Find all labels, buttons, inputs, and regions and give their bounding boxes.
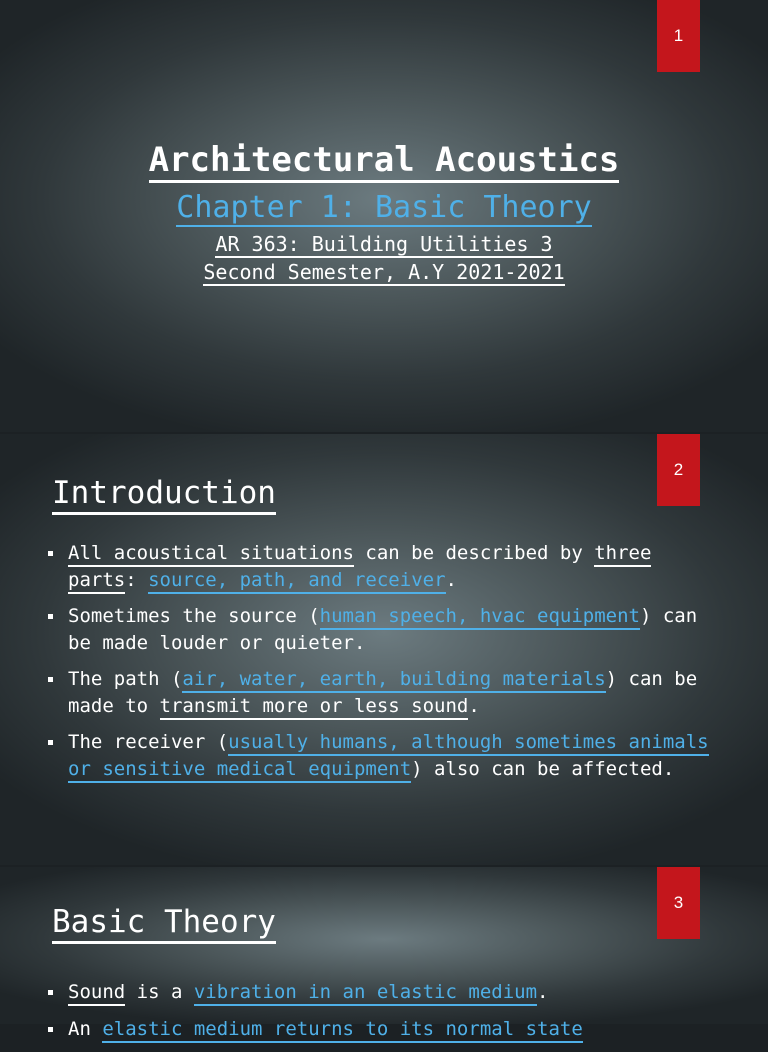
bullet-item: The path (air, water, earth, building materials) can be made to transmit more or less sound. <box>46 666 726 719</box>
slide-2 <box>0 434 768 865</box>
bullet-item: Sometimes the source (human speech, hvac equipment) can be made louder or quieter. <box>46 603 726 656</box>
bullet-item: An elastic medium returns to its normal state <box>46 1016 726 1043</box>
slide-number-badge: 1 <box>657 0 700 72</box>
bullet-item: The receiver (usually humans, although sometimes animals or sensitive medical equipment) also can be affected. <box>46 729 726 782</box>
slide-1 <box>0 0 768 432</box>
course-info <box>0 230 768 286</box>
chapter-title: Chapter 1: Basic Theory <box>176 190 592 225</box>
slide-number-badge: 3 <box>657 867 700 939</box>
slide-3 <box>0 867 768 1040</box>
course-code: AR 363: Building Utilities 3 <box>215 232 553 256</box>
bullet-item: All acoustical situations can be described by three parts: source, path, and receiver. <box>46 540 726 593</box>
bullet-list <box>46 979 726 1052</box>
slide-heading: Introduction <box>52 474 276 512</box>
slide-heading: Basic Theory <box>52 903 276 941</box>
presentation-title: Architectural Acoustics <box>0 140 768 180</box>
semester-info: Second Semester, A.Y 2021-2021 <box>203 260 565 284</box>
bullet-item: Sound is a vibration in an elastic medium. <box>46 979 726 1006</box>
bullet-list <box>46 540 726 792</box>
slide-number-badge: 2 <box>657 434 700 506</box>
